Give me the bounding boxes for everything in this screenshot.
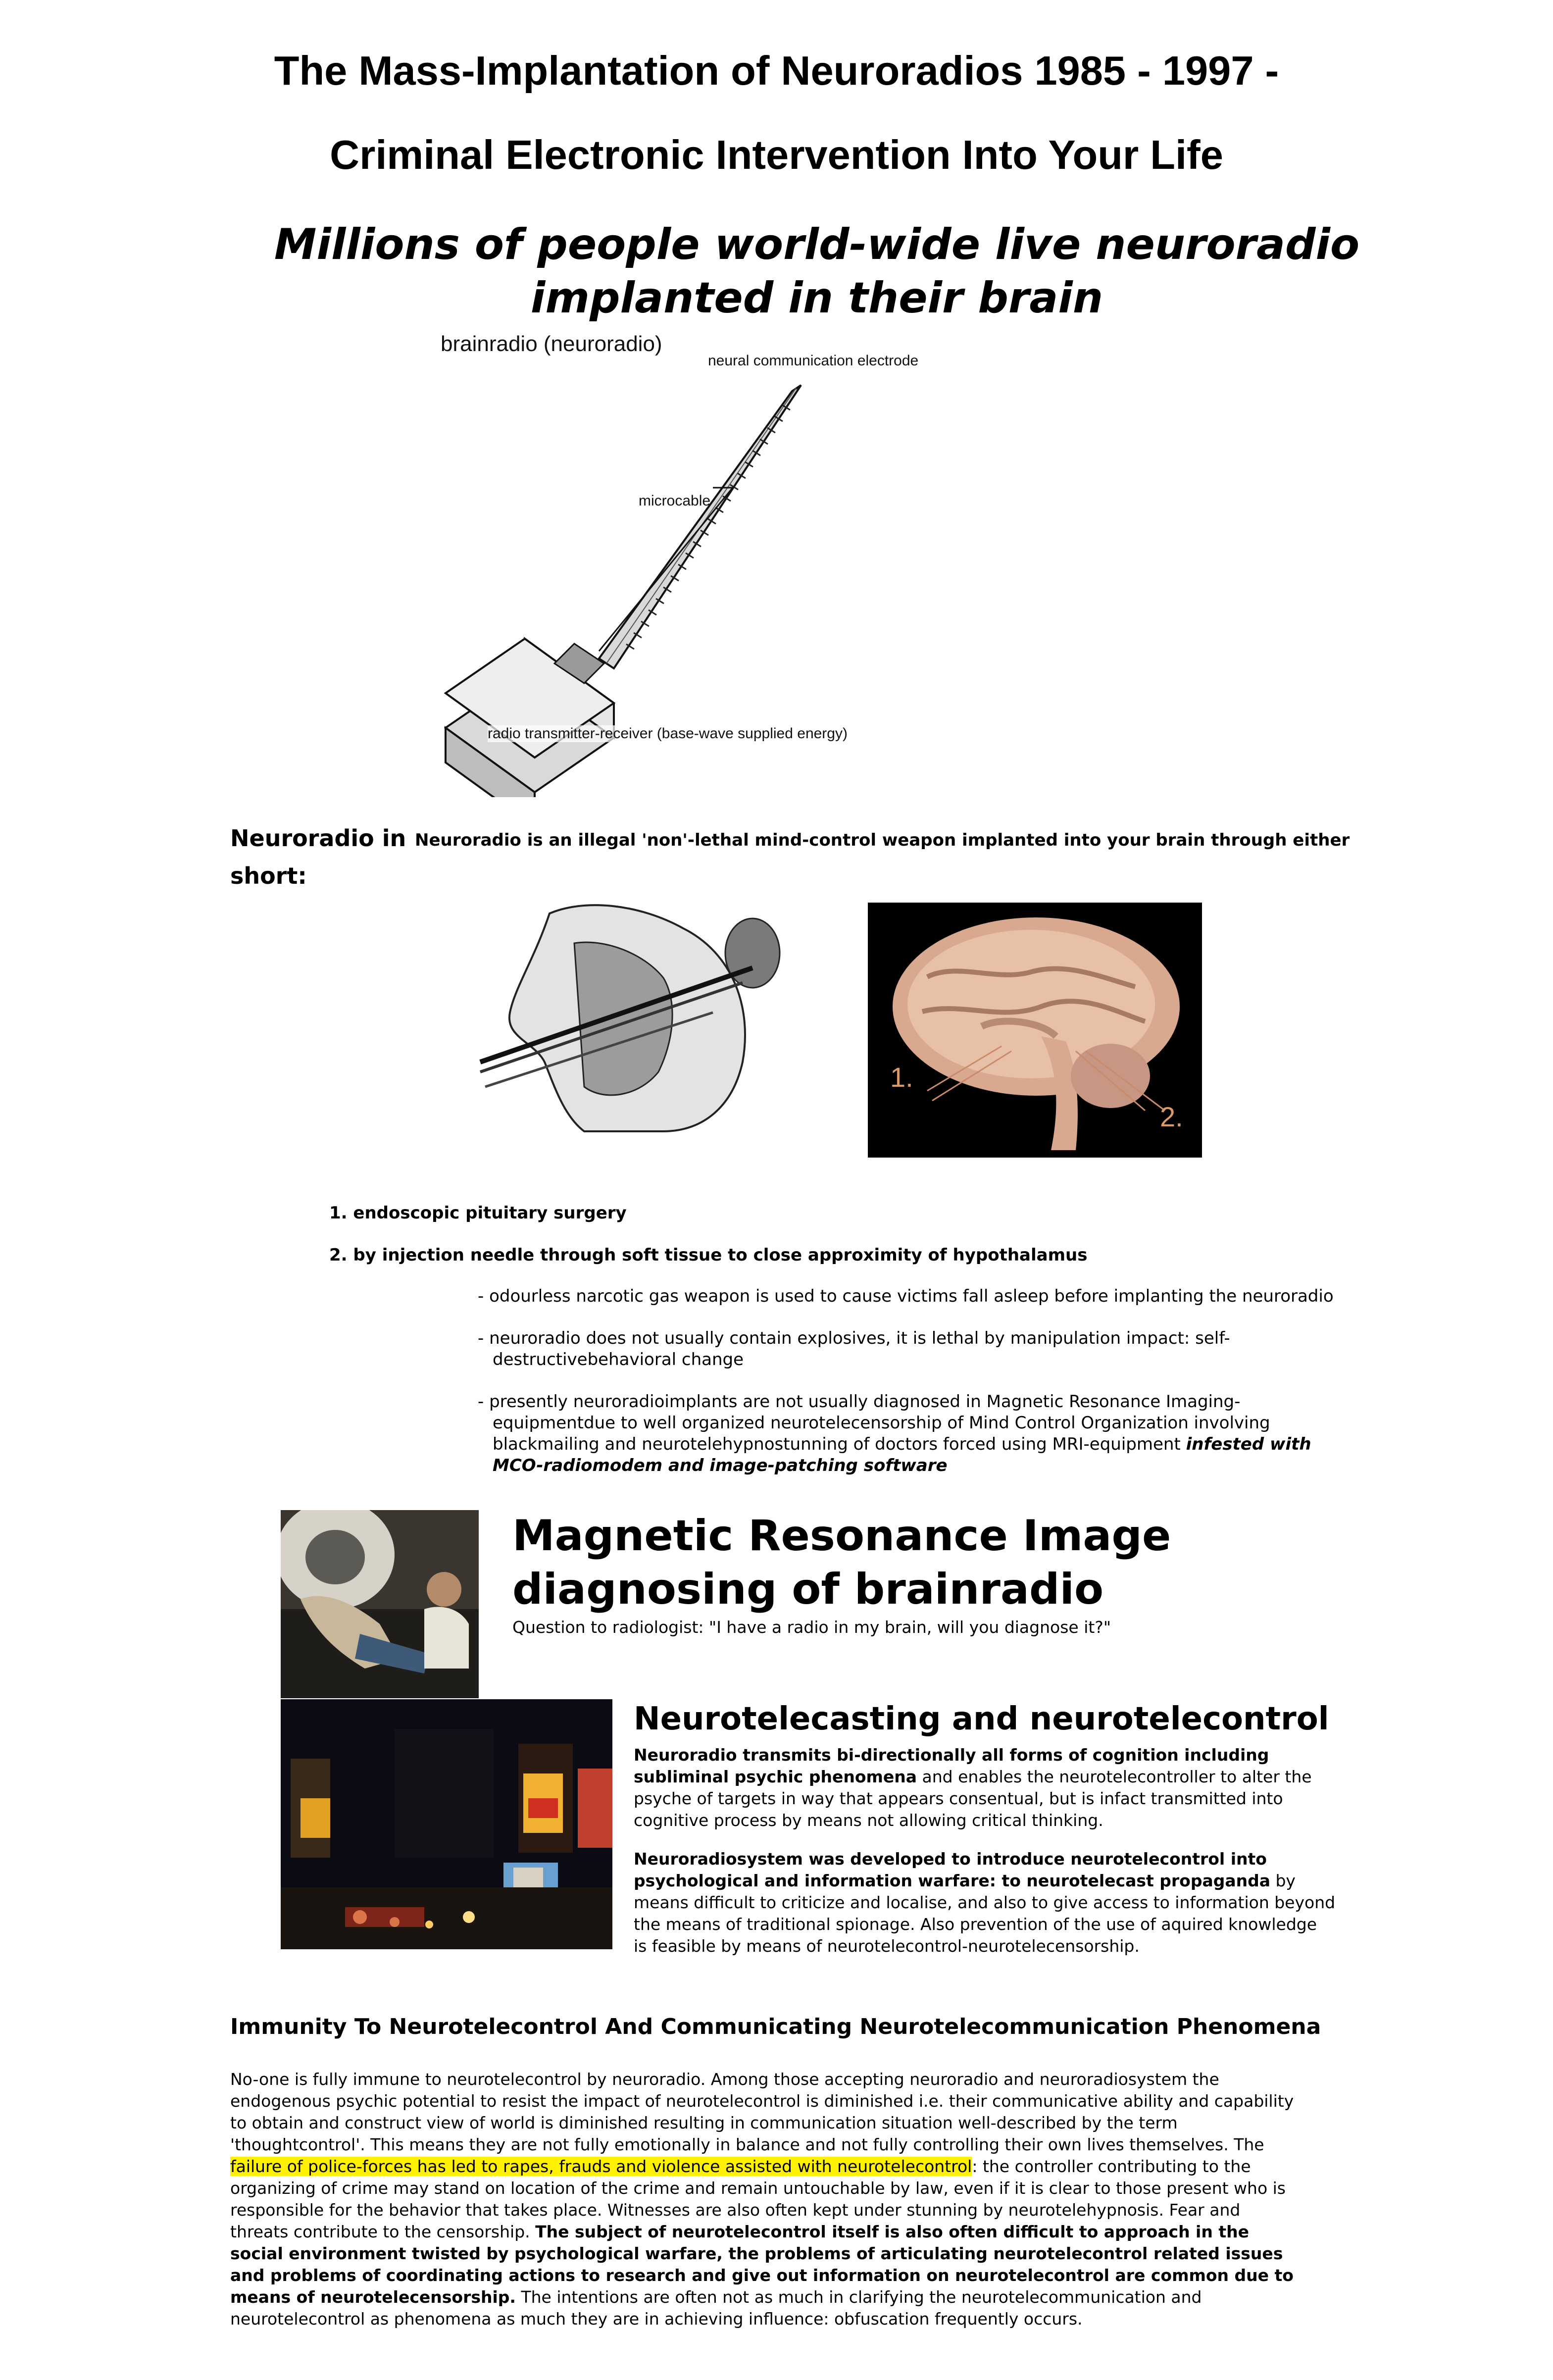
- nasal-illustration: [475, 899, 802, 1136]
- intro-text: Neuroradio is an illegal 'non'-lethal mind-control weapon implanted into your brain through either: [415, 830, 1350, 850]
- immunity-line-1: No-one is fully immune to neurotelecontrol by neuroradio. Among those accepting neuroradio and neuroradiosystem the: [230, 2070, 1219, 2089]
- immunity-paragraph: [230, 2069, 1294, 2330]
- bullet-list: [478, 1286, 1344, 1476]
- brain-photo-label-1: 1.: [890, 1062, 913, 1093]
- intro-lead-line-2: short:: [230, 862, 307, 889]
- neurotele-p2-bold-1: Neuroradiosystem was developed to introduce neurotelecontrol into: [634, 1849, 1267, 1869]
- neurotele-p1-line-2: [634, 1766, 1312, 1788]
- mri-scanner-photo: [281, 1510, 479, 1698]
- bullet-explosives-line-1: - neuroradio does not usually contain explosives, it is lethal by manipulation impact: self-: [478, 1328, 1230, 1348]
- immunity-line-11-bold: means of neurotelecensorship.: [230, 2287, 516, 2307]
- neurotele-heading: Neurotelecasting and neurotelecontrol: [634, 1701, 1329, 1737]
- mri-heading-line-2: diagnosing of brainradio: [512, 1565, 1104, 1614]
- bullet-mri-line-4: [478, 1455, 1344, 1476]
- method-item-1: 1. endoscopic pituitary surgery: [329, 1203, 627, 1223]
- mri-heading-line-1: Magnetic Resonance Image: [512, 1511, 1171, 1561]
- neurotele-p1-rest-2: and enables the neurotelecontroller to alter the: [917, 1767, 1312, 1786]
- neurotele-p2-line-5: is feasible by means of neurotelecontrol-neurotelecensorship.: [634, 1936, 1140, 1956]
- neurotele-p1-line-3: psyche of targets in way that appears consentual, but is infact transmitted into: [634, 1789, 1283, 1808]
- mri-question: Question to radiologist: "I have a radio in my brain, will you diagnose it?": [512, 1618, 1111, 1637]
- immunity-line-10-bold: and problems of coordinating actions to research and give out information on neurotelecontrol are common due to: [230, 2266, 1294, 2285]
- immunity-heading: Immunity To Neurotelecontrol And Communicating Neurotelecommunication Phenomena: [230, 2014, 1321, 2039]
- neurotele-paragraph-1: [634, 1744, 1312, 1831]
- page-title-line-1: The Mass-Implantation of Neuroradios 1985 - 1997 -: [274, 48, 1279, 94]
- immunity-line-9-bold: social environment twisted by psychological warfare, the problems of articulating neurotelecontrol related issues: [230, 2244, 1283, 2263]
- neurotele-p1-line-1: [634, 1744, 1312, 1766]
- bullet-mri: [478, 1391, 1344, 1476]
- brain-photo-label-2: 2.: [1160, 1101, 1183, 1132]
- immunity-line-11-rest: The intentions are often not as much in clarifying the neurotelecommunication and: [515, 2287, 1202, 2307]
- bullet-mri-line-3-text: blackmailing and neurotelehypnostunning of doctors forced using MRI-equipment: [493, 1434, 1181, 1454]
- diagram-label-electrode: neural communication electrode: [708, 353, 919, 369]
- diagram-label-cable: microcable: [639, 493, 711, 509]
- city-illustration: [281, 1699, 612, 1949]
- page-subtitle: Millions of people world-wide live neuroradio implanted in their brain: [274, 220, 1360, 323]
- neurotele-p2-line-1: [634, 1848, 1335, 1870]
- immunity-line-6: organizing of crime may stand on location of the crime and remain untouchable by law, even if it is clear to those present who is: [230, 2178, 1286, 2198]
- bullet-explosives-line-2: destructivebehavioral change: [493, 1350, 744, 1369]
- immunity-line-9: [230, 2243, 1294, 2265]
- neurotele-p2-line-4: the means of traditional spionage. Also prevention of the use of aquired knowledge: [634, 1915, 1317, 1934]
- page-title-line-2: Criminal Electronic Intervention Into Your Life: [330, 132, 1223, 178]
- immunity-highlight: failure of police-forces has led to rapes, frauds and violence assisted with neurotelecontrol: [230, 2157, 972, 2176]
- diagram-label-device: brainradio (neuroradio): [441, 332, 662, 356]
- immunity-line-5-rest: : the controller contributing to the: [972, 2157, 1251, 2176]
- immunity-line-4: 'thoughtcontrol'. This means they are not fully emotionally in balance and not fully controlling their own lives themselves. The: [230, 2135, 1264, 2154]
- neurotele-p1-line-4: cognitive process by means not allowing critical thinking.: [634, 1811, 1103, 1830]
- times-square-photo: [281, 1699, 612, 1949]
- immunity-line-8: [230, 2221, 1294, 2243]
- neurotele-p1-bold-2: subliminal psychic phenomena: [634, 1767, 917, 1786]
- intro-lead-line-1: Neuroradio in: [230, 825, 406, 852]
- intro-lead: [230, 819, 406, 895]
- brainradio-diagram: [436, 327, 955, 797]
- neurotele-p1-bold-1: Neuroradio transmits bi-directionally all forms of cognition including: [634, 1745, 1269, 1765]
- mri-illustration: [281, 1510, 479, 1698]
- immunity-line-11: [230, 2286, 1294, 2308]
- bullet-explosives: [478, 1328, 1344, 1370]
- bullet-mri-line-1: - presently neuroradioimplants are not usually diagnosed in Magnetic Resonance Imaging-: [478, 1392, 1241, 1412]
- immunity-line-10: [230, 2265, 1294, 2286]
- bullet-mri-line-4-emphasis: MCO-radiomodem and image-patching software: [493, 1456, 948, 1475]
- immunity-line-5: [230, 2156, 1294, 2177]
- bullet-mri-line-3: [478, 1434, 1344, 1455]
- bullet-mri-line-2: equipmentdue to well organized neurotelecensorship of Mind Control Organization involving: [493, 1413, 1270, 1433]
- neurotele-p2-line-3: means difficult to criticize and localise, and also to give access to information beyond: [634, 1893, 1336, 1912]
- immunity-line-8-b: The subject of neurotelecontrol itself is also often difficult to approach in the: [535, 2222, 1249, 2241]
- method-item-2: 2. by injection needle through soft tissue to close approximity of hypothalamus: [329, 1245, 1088, 1265]
- immunity-line-2: endogenous psychic potential to resist the impact of neurotelecontrol is diminished i.e. their communicative ability and capability: [230, 2091, 1294, 2111]
- bullet-gas-weapon: - odourless narcotic gas weapon is used to cause victims fall asleep before implanting the neuroradio: [478, 1286, 1334, 1306]
- immunity-line-8-a: threats contribute to the censorship.: [230, 2222, 536, 2241]
- brain-section-photo: [868, 903, 1202, 1158]
- neurotele-p2-line-2: [634, 1870, 1335, 1892]
- mri-heading: [512, 1509, 1171, 1616]
- immunity-line-7: responsible for the behavior that takes place. Witnesses are also often kept under stunning by neurotelehypnosis. Fear and: [230, 2200, 1241, 2220]
- nasal-cross-section-image: [475, 899, 802, 1136]
- brain-illustration: [868, 903, 1202, 1158]
- neurotele-paragraph-2: [634, 1848, 1335, 1957]
- neurotele-p2-bold-2: psychological and information warfare: to neurotelecast propaganda: [634, 1871, 1270, 1890]
- bullet-mri-line-3-emphasis: infested with: [1186, 1434, 1311, 1454]
- immunity-line-3: to obtain and construct view of world is diminished resulting in communication situation well-described by the term: [230, 2113, 1178, 2132]
- immunity-line-12: neurotelecontrol as phenomena as much they are in achieving influence: obfuscation frequently occurs.: [230, 2309, 1083, 2329]
- neurotele-p2-rest-2: by: [1270, 1871, 1296, 1890]
- diagram-label-receiver: radio transmitter-receiver (base-wave supplied energy): [488, 725, 848, 742]
